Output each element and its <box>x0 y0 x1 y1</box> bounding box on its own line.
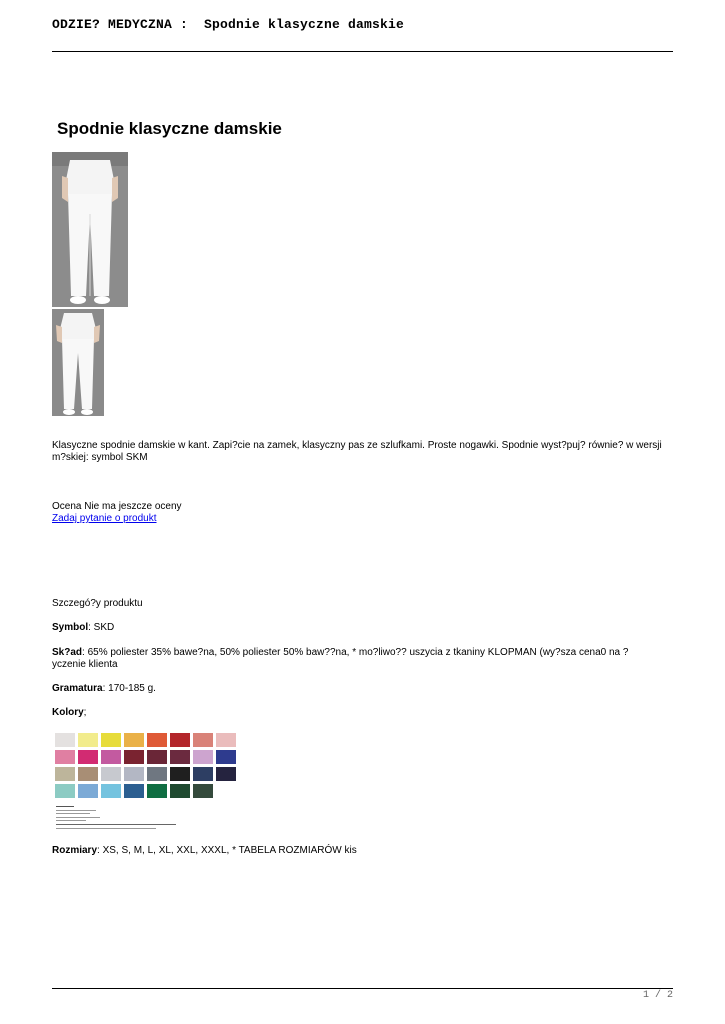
color-swatch <box>55 767 75 781</box>
spec-sklad <box>52 647 662 671</box>
color-swatch <box>216 767 236 781</box>
color-swatch <box>193 733 213 747</box>
spec-sklad-label: Sk?ad <box>52 647 83 658</box>
color-chart-legend <box>56 806 206 831</box>
color-swatch <box>55 750 75 764</box>
color-swatch <box>101 784 121 798</box>
color-swatch <box>78 750 98 764</box>
spec-symbol <box>52 622 114 634</box>
spec-rozmiary <box>52 845 357 857</box>
spec-symbol-label: Symbol <box>52 622 89 633</box>
color-swatch <box>124 733 144 747</box>
color-swatch <box>216 733 236 747</box>
spec-symbol-value: : SKD <box>88 622 115 633</box>
spec-rozmiary-label: Rozmiary <box>52 845 98 856</box>
color-swatch <box>147 767 167 781</box>
spec-kolory-value: ; <box>83 707 87 718</box>
color-swatch <box>216 750 236 764</box>
color-swatch <box>147 750 167 764</box>
color-swatch <box>193 750 213 764</box>
color-swatch <box>170 767 190 781</box>
color-swatch <box>170 784 190 798</box>
spec-gramatura <box>52 683 156 695</box>
color-swatch-grid <box>55 733 236 798</box>
color-swatch <box>193 784 213 798</box>
details-heading: Szczegó?y produktu <box>52 598 143 609</box>
spec-gramatura-label: Gramatura <box>52 683 103 694</box>
page-number: 1 / 2 <box>642 990 673 1001</box>
footer-rule <box>52 988 673 989</box>
color-swatch <box>170 733 190 747</box>
spec-sklad-value: : 65% poliester 35% bawe?na, 50% poliester 50% baw??na, * mo?liwo?? uszycia z tkaniny KLOPMAN (wy?sza cena0 na ?yczenie klienta <box>52 647 629 670</box>
product-photo-side[interactable] <box>52 309 104 416</box>
spec-gramatura-value: : 170-185 g. <box>102 683 156 694</box>
product-description: Klasyczne spodnie damskie w kant. Zapi?cie na zamek, klasyczny pas ze szlufkami. Proste nogawki. Spodnie wyst?puj? równie? w wersji m?skiej: symbol SKM <box>52 440 662 463</box>
color-swatch <box>124 784 144 798</box>
product-title: Spodnie klasyczne damskie <box>57 119 282 138</box>
color-swatch <box>101 733 121 747</box>
color-swatch <box>78 767 98 781</box>
color-swatch <box>170 750 190 764</box>
ask-question-link[interactable]: Zadaj pytanie o produkt <box>52 513 157 524</box>
color-swatch <box>193 767 213 781</box>
color-swatch <box>55 784 75 798</box>
color-swatch <box>78 784 98 798</box>
spec-kolory <box>52 707 86 719</box>
product-rating: Ocena Nie ma jeszcze oceny <box>52 501 182 512</box>
color-swatch <box>124 750 144 764</box>
color-swatch <box>101 767 121 781</box>
page-header: ODZIE? MEDYCZNA : Spodnie klasyczne damskie <box>52 17 405 32</box>
color-swatch <box>55 733 75 747</box>
color-swatch <box>124 767 144 781</box>
color-swatch <box>147 784 167 798</box>
spec-rozmiary-value: : XS, S, M, L, XL, XXL, XXXL, * TABELA ROZMIARÓW kis <box>97 845 357 856</box>
color-swatch <box>78 733 98 747</box>
spec-kolory-label: Kolory <box>52 707 84 718</box>
color-swatch <box>147 733 167 747</box>
product-photo-front[interactable] <box>52 152 128 307</box>
header-rule <box>52 51 673 52</box>
color-swatch <box>101 750 121 764</box>
